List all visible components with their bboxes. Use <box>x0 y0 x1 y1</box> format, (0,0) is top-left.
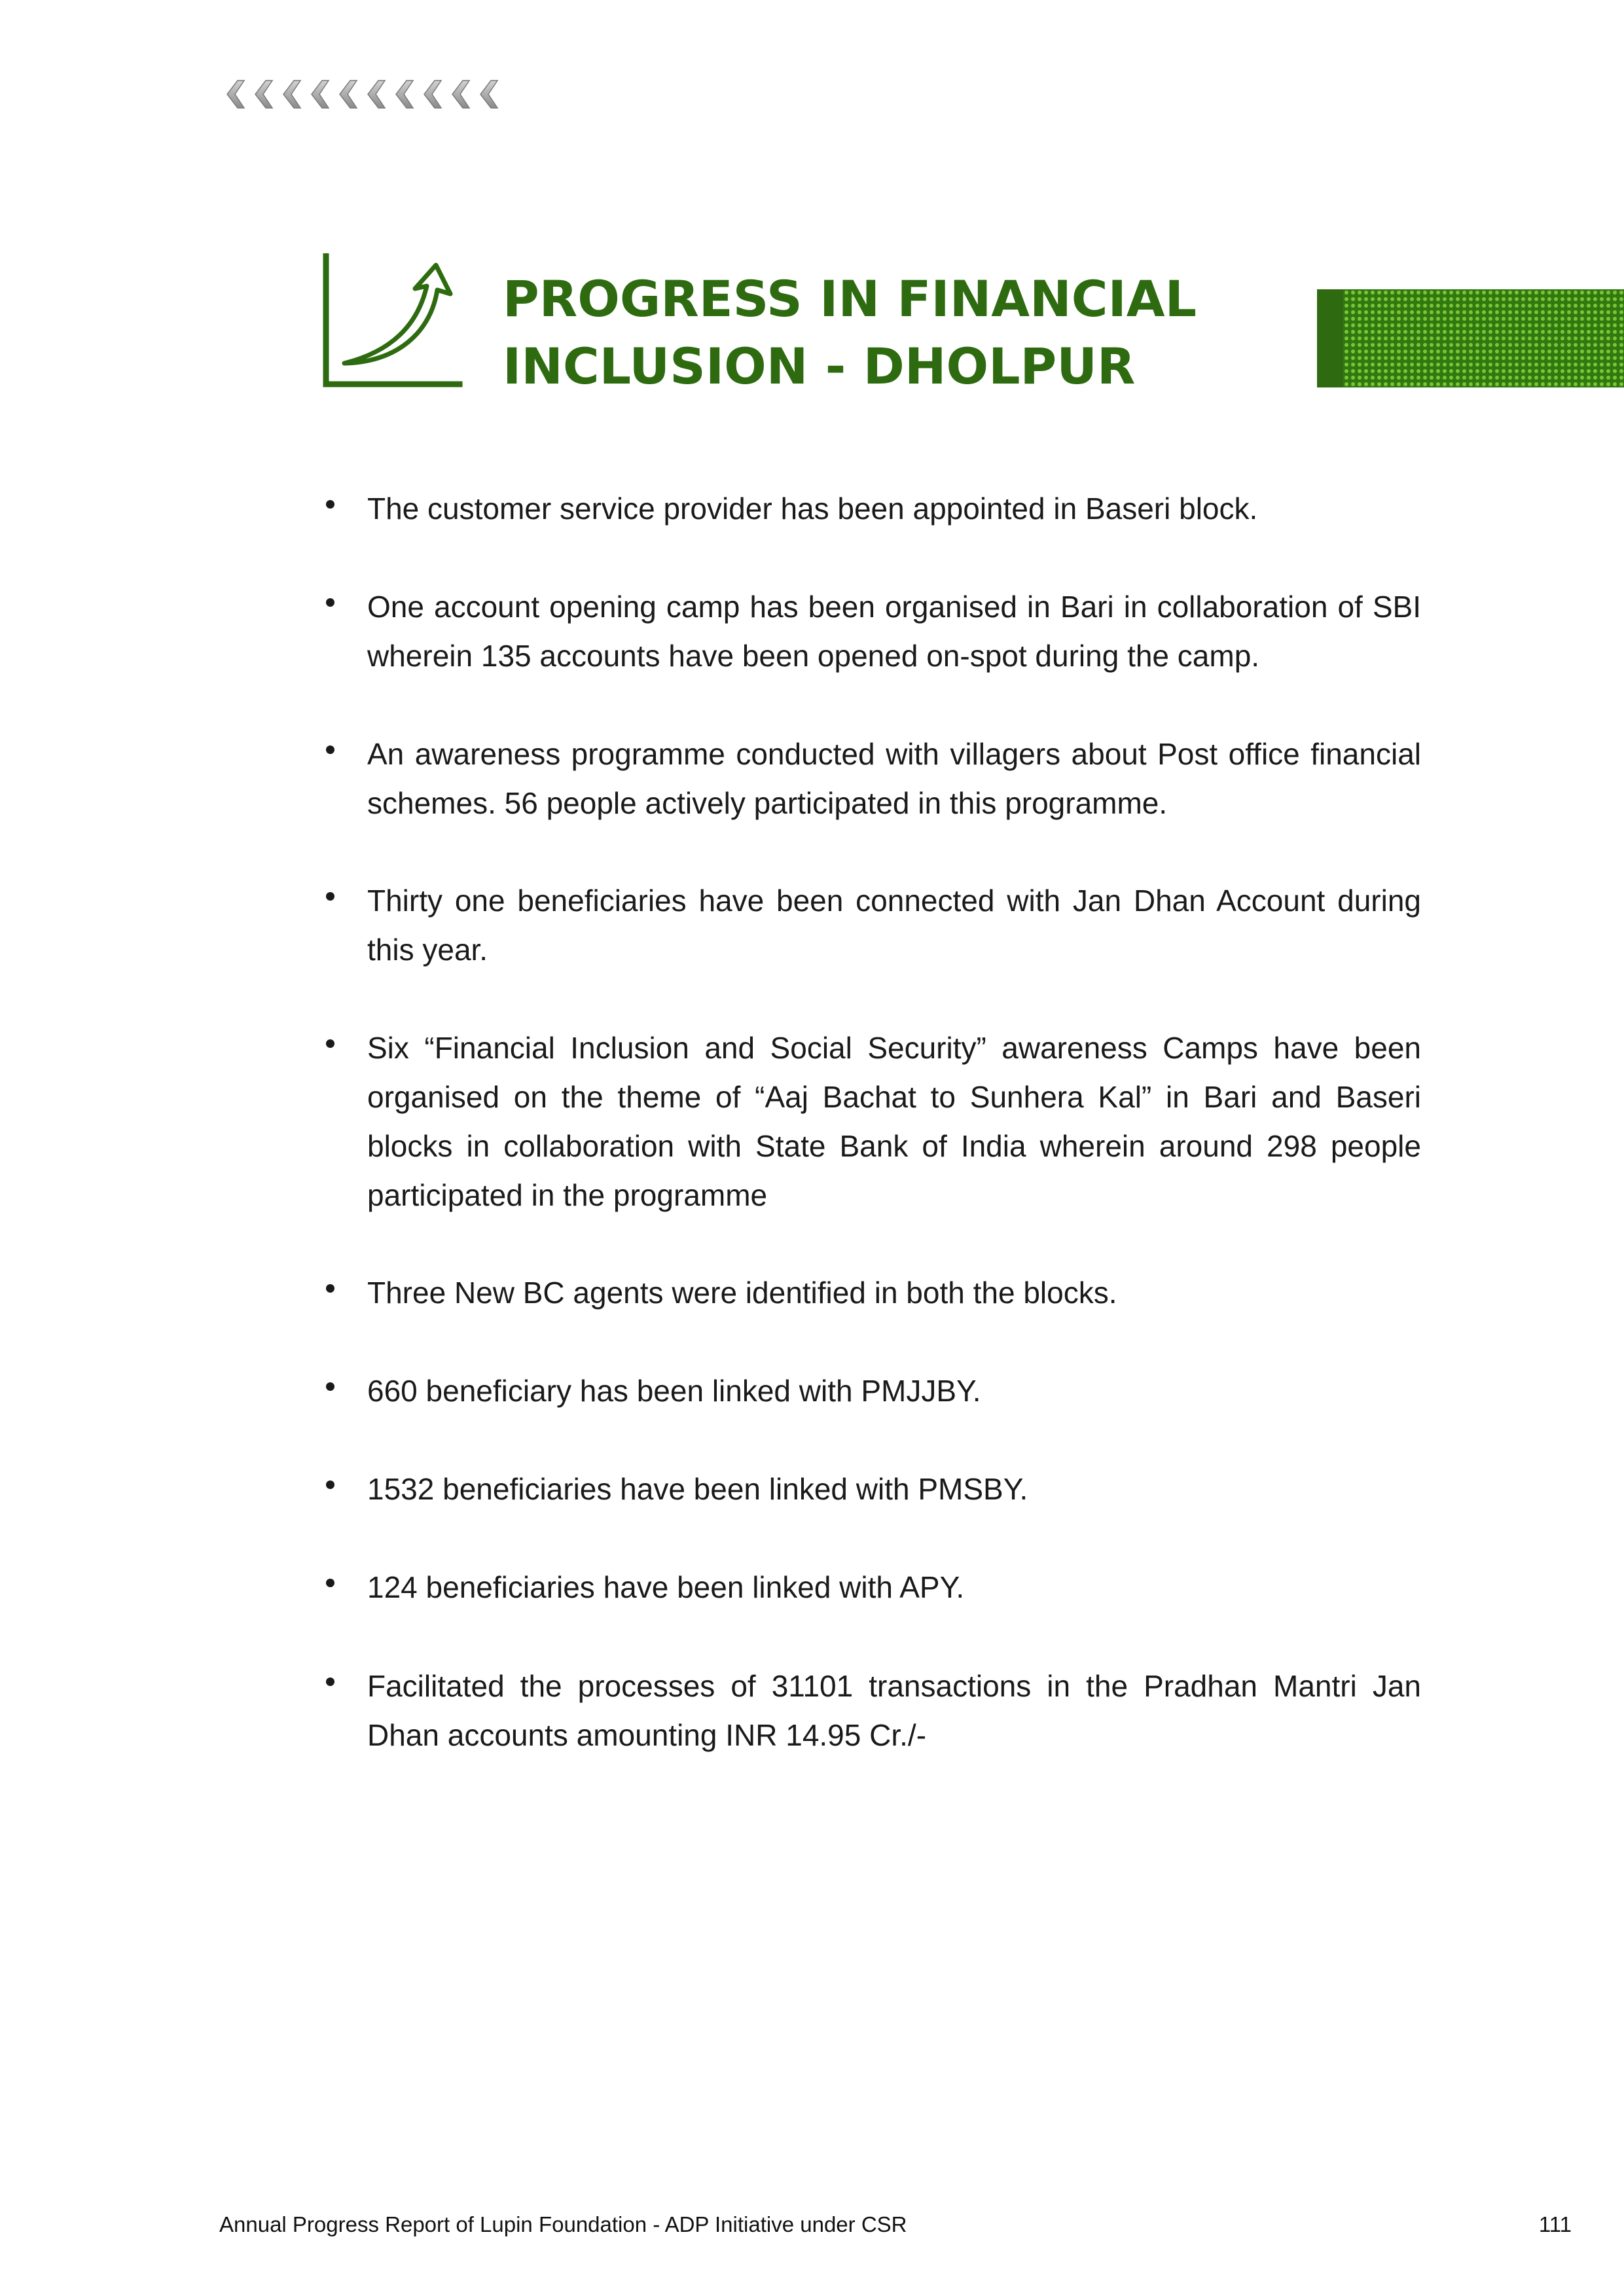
list-item <box>326 484 1421 533</box>
bullet-dot-icon <box>326 1382 334 1391</box>
bullet-dot-icon <box>326 598 334 607</box>
rising-arrow-chart-icon <box>319 253 463 389</box>
list-item-text: An awareness programme conducted with villagers about Post office financial schemes. 56 people actively participated in this programme. <box>367 737 1421 820</box>
list-item-text: Six “Financial Inclusion and Social Security” awareness Camps have been organised on the theme of “Aaj Bachat to Sunhera Kal” in Bari and Baseri blocks in collaboration with State Bank of India wherein around 298 people participated in the programme <box>367 1031 1421 1212</box>
list-item <box>326 1367 1421 1416</box>
title-line-2: INCLUSION - DHOLPUR <box>503 337 1136 395</box>
list-item-text: One account opening camp has been organised in Bari in collaboration of SBI wherein 135 accounts have been opened on-spot during the camp. <box>367 590 1421 673</box>
list-item-text: 660 beneficiary has been linked with PMJJBY. <box>367 1374 981 1408</box>
list-item <box>326 876 1421 975</box>
page-title <box>503 265 1197 400</box>
list-item-text: 1532 beneficiaries have been linked with PMSBY. <box>367 1472 1028 1506</box>
bullet-dot-icon <box>326 1039 334 1048</box>
list-item <box>326 1662 1421 1760</box>
bullet-dot-icon <box>326 1480 334 1489</box>
list-item <box>326 1563 1421 1612</box>
chevron-row-icon <box>218 77 499 112</box>
list-item <box>326 1268 1421 1318</box>
bullet-dot-icon <box>326 1579 334 1587</box>
title-line-1: PROGRESS IN FINANCIAL <box>503 270 1197 328</box>
list-item-text: The customer service provider has been appointed in Baseri block. <box>367 492 1258 526</box>
list-item <box>326 730 1421 828</box>
green-dotted-bar <box>1317 289 1624 387</box>
bullet-dot-icon <box>326 892 334 901</box>
bullet-dot-icon <box>326 745 334 754</box>
list-item-text: 124 beneficiaries have been linked with APY. <box>367 1570 965 1604</box>
bullet-dot-icon <box>326 1284 334 1293</box>
bullet-dot-icon <box>326 1677 334 1686</box>
list-item <box>326 583 1421 681</box>
footer-report-title: Annual Progress Report of Lupin Foundation - ADP Initiative under CSR <box>219 2212 907 2236</box>
bullet-dot-icon <box>326 500 334 509</box>
list-item-text: Three New BC agents were identified in both the blocks. <box>367 1276 1117 1310</box>
list-item <box>326 1024 1421 1220</box>
list-item-text: Thirty one beneficiaries have been connected with Jan Dhan Account during this year. <box>367 884 1421 967</box>
page-number: 111 <box>1538 2212 1572 2236</box>
list-item <box>326 1465 1421 1514</box>
list-item-text: Facilitated the processes of 31101 transactions in the Pradhan Mantri Jan Dhan accounts amounting INR 14.95 Cr./- <box>367 1669 1421 1752</box>
